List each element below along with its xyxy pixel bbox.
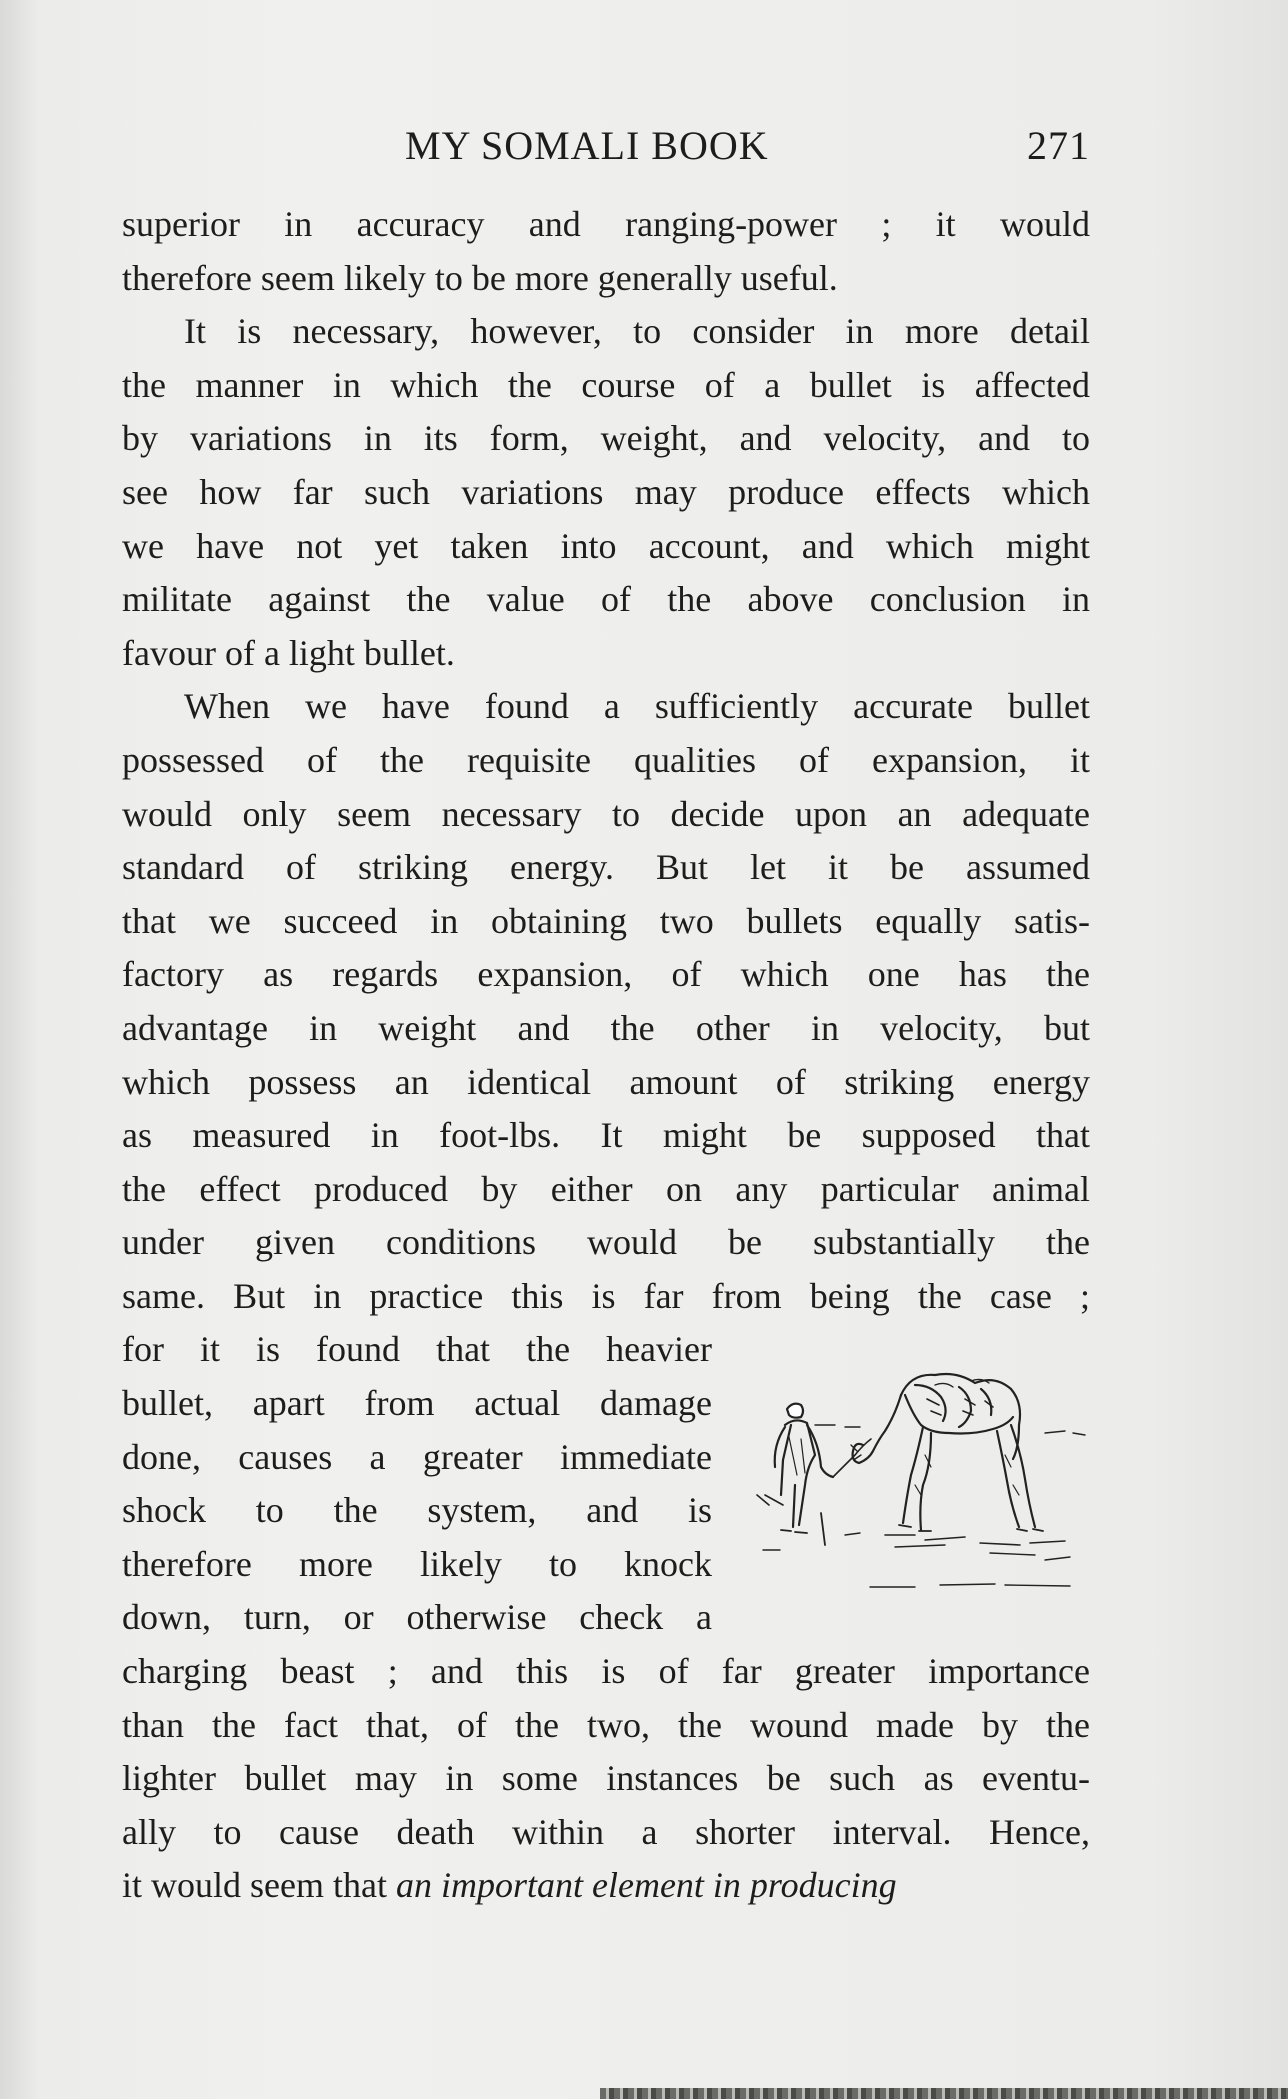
text-line: favour of a light bullet. [122, 632, 455, 673]
text-line: done, causes a greater immediate [122, 1436, 712, 1477]
page-edge-shadow [600, 2088, 1288, 2099]
page-number: 271 [1027, 123, 1090, 168]
text-line: under given conditions would be substantially the [122, 1222, 1090, 1263]
text-line: standard of striking energy. But let it be assumed [122, 847, 1090, 888]
text-line: therefore more likely to knock [122, 1543, 712, 1584]
text-line: charging beast ; and this is of far greater importance [122, 1651, 1090, 1692]
running-header [120, 122, 1090, 178]
camel-and-man-illustration [735, 1355, 1095, 1615]
book-title: MY SOMALI BOOK [405, 123, 769, 168]
text-line: possessed of the requisite qualities of expansion, it [122, 739, 1090, 780]
text-line: advantage in weight and the other in velocity, but [122, 1007, 1090, 1048]
text-line: we have not yet taken into account, and which might [122, 525, 1090, 566]
text-line-final [122, 1859, 1090, 1913]
text-line: for it is found that the heavier [122, 1329, 712, 1370]
text-line: ally to cause death within a shorter interval. Hence, [122, 1811, 1090, 1852]
text-line: the effect produced by either on any particular animal [122, 1168, 1090, 1209]
text-line: the manner in which the course of a bullet is affected [122, 364, 1090, 405]
text-line: same. But in practice this is far from being the case ; [122, 1275, 1090, 1316]
text-line: It is necessary, however, to consider in more detail [184, 311, 1090, 352]
text-line: down, turn, or otherwise check a [122, 1597, 712, 1638]
body-text [122, 198, 1090, 1913]
text-line: that we succeed in obtaining two bullets equally satis- [122, 900, 1090, 941]
text-line: superior in accuracy and ranging-power ; it would [122, 204, 1090, 244]
text-line: by variations in its form, weight, and velocity, and to [122, 418, 1090, 459]
text-line: lighter bullet may in some instances be such as eventu- [122, 1758, 1090, 1799]
text-line: than the fact that, of the two, the wound made by the [122, 1704, 1090, 1745]
text-line: see how far such variations may produce effects which [122, 471, 1090, 512]
text-line-italic: an important element in producing [395, 1865, 897, 1906]
text-line: as measured in foot-lbs. It might be supposed that [122, 1115, 1090, 1156]
text-line: which possess an identical amount of striking energy [122, 1061, 1090, 1102]
text-line: When we have found a sufficiently accurate bullet [184, 686, 1090, 727]
text-line: militate against the value of the above conclusion in [122, 579, 1090, 620]
text-line: therefore seem likely to be more generally useful. [122, 257, 838, 298]
text-line: would only seem necessary to decide upon an adequate [122, 793, 1090, 834]
text-line-roman: it would seem that [122, 1865, 387, 1906]
text-line: bullet, apart from actual damage [122, 1383, 712, 1424]
text-line: shock to the system, and is [122, 1490, 712, 1531]
text-line: factory as regards expansion, of which one has the [122, 954, 1090, 995]
